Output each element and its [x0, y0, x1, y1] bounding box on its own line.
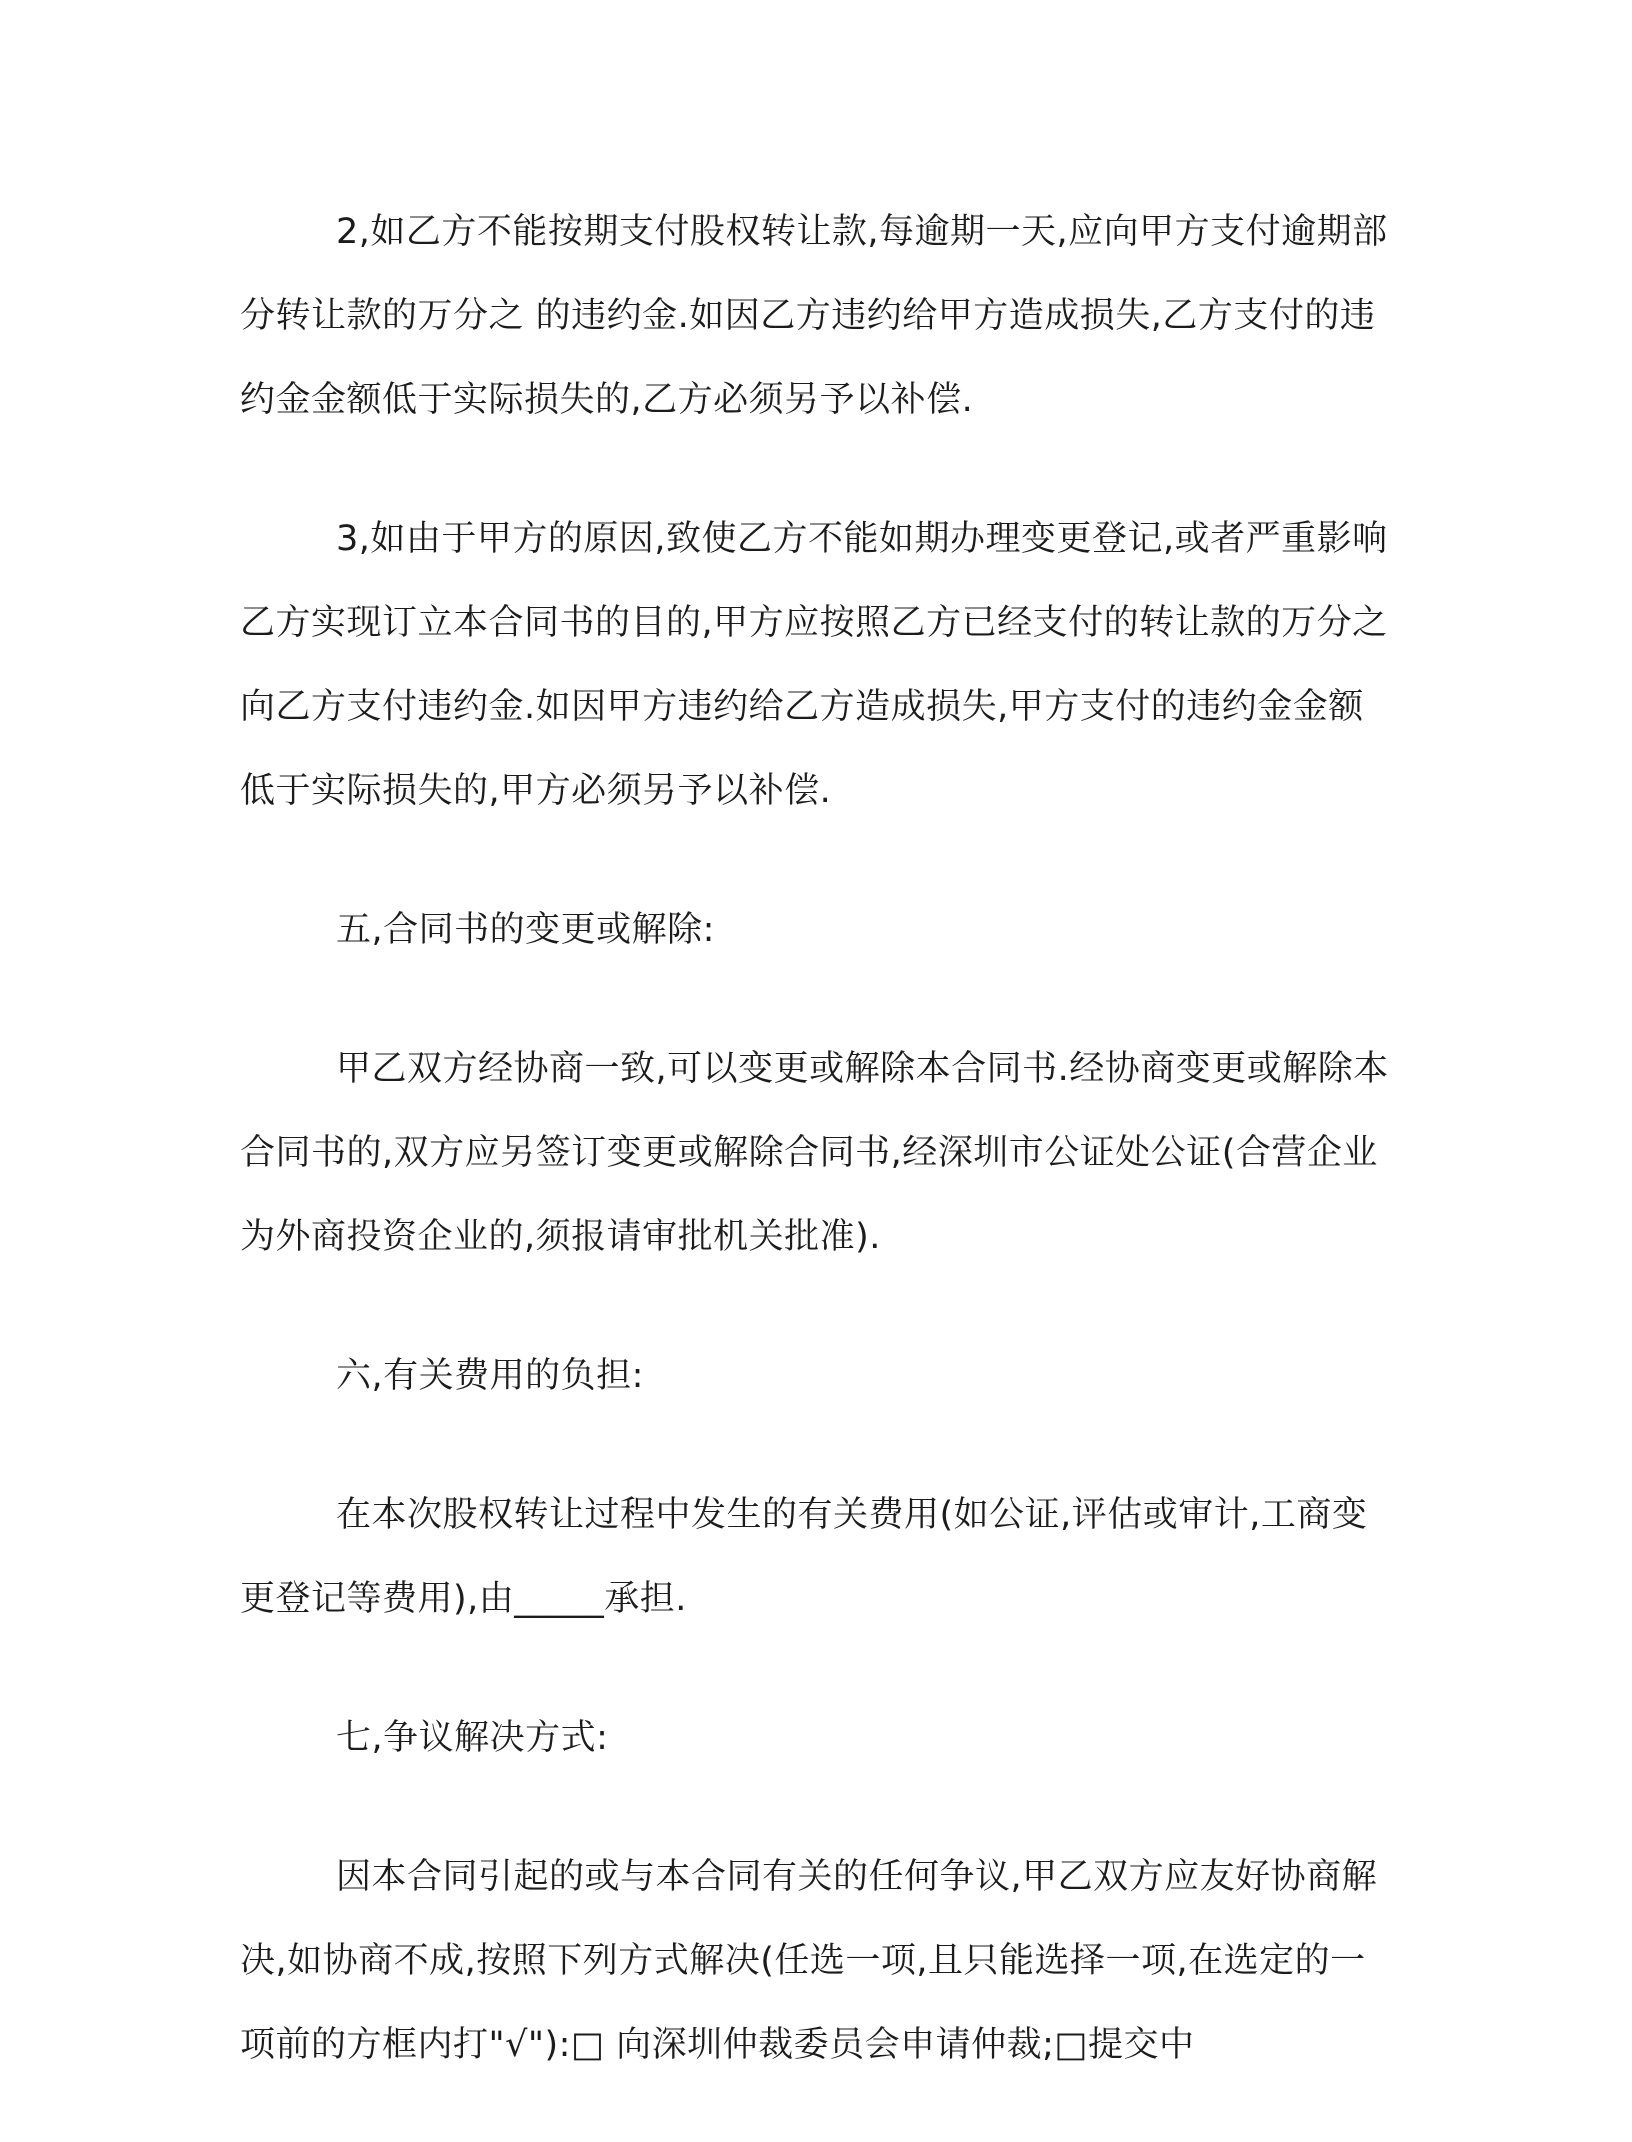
section-7-heading: 七,争议解决方式: [336, 1718, 609, 1758]
section-5-heading: 五,合同书的变更或解除: [336, 910, 715, 950]
section-6-heading: 六,有关费用的负担: [336, 1356, 644, 1396]
section-7-body: 因本合同引起的或与本合同有关的任何争议,甲乙双方应友好协商解决,如协商不成,按照下列方式解决(任选一项,且只能选择一项,在选定的一项前的方框内打"√"):□ 向深圳仲裁委员会申请仲裁;□提交中 [240, 1857, 1378, 2065]
document-page [240, 190, 1390, 2142]
section-5-body: 甲乙双方经协商一致,可以变更或解除本合同书.经协商变更或解除本合同书的,双方应另签订变更或解除合同书,经深圳市公证处公证(合营企业为外商投资企业的,须报请审批机关批准). [240, 1049, 1389, 1257]
clause-2-overdue-payment: 2,如乙方不能按期支付股权转让款,每逾期一天,应向甲方支付逾期部分转让款的万分之 的违约金.如因乙方违约给甲方造成损失,乙方支付的违约金金额低于实际损失的,乙方必须另予以补偿. [240, 212, 1388, 420]
section-6-body: 在本次股权转让过程中发生的有关费用(如公证,评估或审计,工商变更登记等费用),由_____承担. [240, 1495, 1368, 1619]
clause-3-registration-delay: 3,如由于甲方的原因,致使乙方不能如期办理变更登记,或者严重影响乙方实现订立本合同书的目的,甲方应按照乙方已经支付的转让款的万分之 向乙方支付违约金.如因甲方违约给乙方造成损失,甲方支付的违约金金额低于实际损失的,甲方必须另予以补偿. [240, 519, 1388, 811]
